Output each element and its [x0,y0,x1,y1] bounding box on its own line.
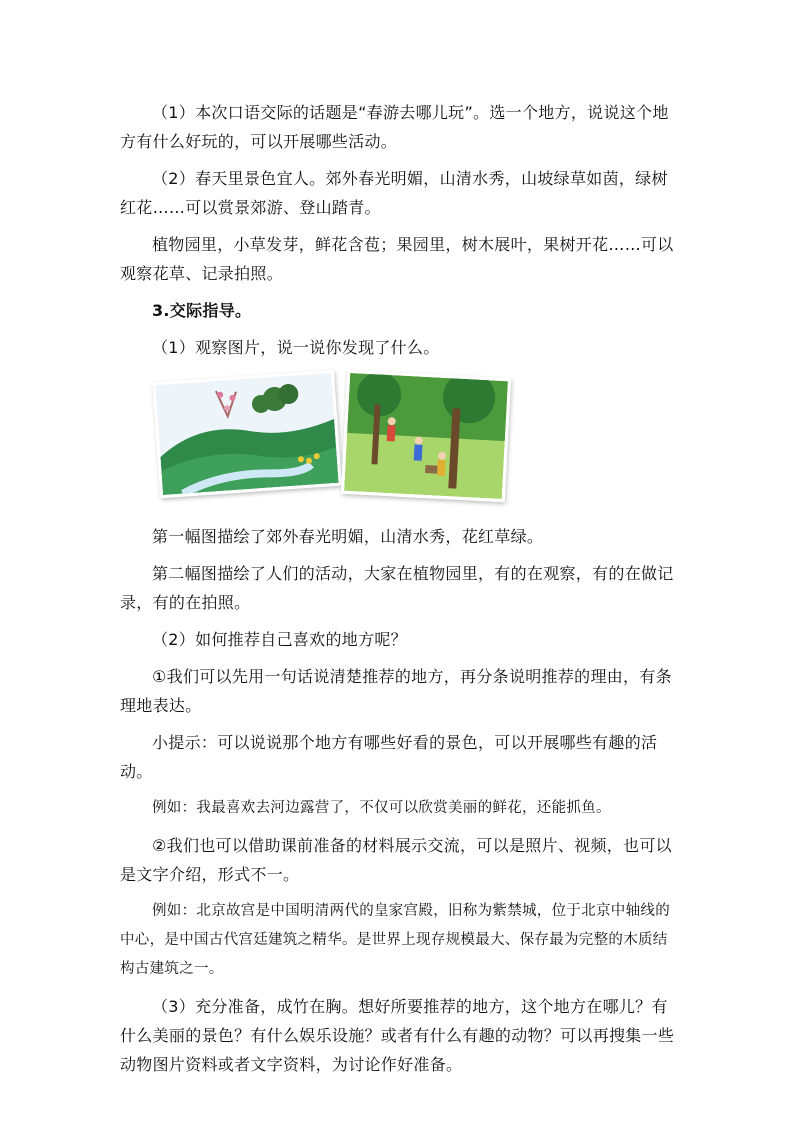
paragraph-prepare: （3）充分准备，成竹在胸。想好所要推荐的地方，这个地方在哪儿？有什么美丽的景色？有什么娱乐设施？或者有什么有趣的动物？可以再搜集一些动物图片资料或者文字资料，为讨论作好准备。 [120,997,675,1074]
paragraph-tip: 小提示：可以说说那个地方有哪些好看的景色，可以开展哪些有趣的活动。 [120,733,658,781]
paragraph-method-2: ②我们也可以借助课前准备的材料展示交流，可以是照片、视频，也可以是文字介绍，形式不一。 [120,836,672,884]
example-1: 例如：我最喜欢去河边露营了，不仅可以欣赏美丽的鲜花，还能抓鱼。 [152,800,611,816]
paragraph-spring-scenery: （2）春天里景色宜人。郊外春光明媚，山清水秀，山坡绿草如茵，绿树红花……可以赏景郊游、登山踏青。 [120,169,668,217]
paragraph-method-1: ①我们可以先用一句话说清楚推荐的地方，再分条说明推荐的理由，有条理地表达。 [120,667,672,715]
paragraph-second-image: 第二幅图描绘了人们的活动，大家在植物园里，有的在观察，有的在做记录，有的在拍照。 [120,564,674,612]
botanical-garden-image [341,370,511,502]
spring-landscape-image [152,370,342,498]
paragraph-observe: （1）观察图片，说一说你发现了什么。 [152,338,440,357]
paragraph-how-recommend: （2）如何推荐自己喜欢的地方呢？ [152,630,407,649]
section-heading: 3.交际指导。 [152,301,252,320]
paragraph-topic: （1）本次口语交际的话题是“春游去哪儿玩”。选一个地方，说说这个地方有什么好玩的，可以开展哪些活动。 [120,103,669,151]
paragraph-first-image: 第一幅图描绘了郊外春光明媚，山清水秀，花红草绿。 [152,527,544,546]
paragraph-garden: 植物园里，小草发芽，鲜花含苞；果园里，树木展叶，果树开花……可以观察花草、记录拍照。 [120,235,674,283]
illustration-row [120,372,680,502]
document-body [120,98,680,1087]
example-2: 例如：北京故宫是中国明清两代的皇家宫殿，旧称为紫禁城，位于北京中轴线的中心，是中国古代宫廷建筑之精华。是世界上现存规模最大、保存最为完整的木质结构古建筑之一。 [120,903,670,977]
